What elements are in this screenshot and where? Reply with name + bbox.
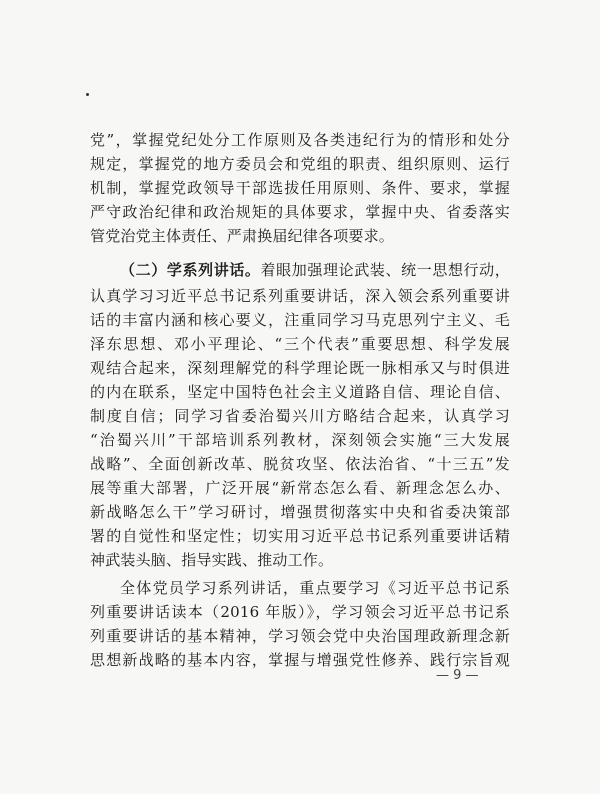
section-heading-line bbox=[120, 260, 510, 280]
text-line: 列重要讲话的基本精神，学习领会党中央治国理政新理念新 bbox=[90, 627, 510, 645]
text-line: 观结合起来，深刻理解党的科学理论既一脉相承又与时俱进 bbox=[90, 359, 510, 377]
section-heading: （二）学系列讲话。 bbox=[120, 261, 261, 279]
text-line: 规定，掌握党的地方委员会和党组的职责、组织原则、运行 bbox=[90, 155, 510, 173]
text-line: 全体党员学习系列讲话，重点要学习《习近平总书记系 bbox=[120, 579, 510, 597]
text-line: 列重要讲话读本（2016 年版）》，学习领会习近平总书记系 bbox=[90, 603, 510, 621]
text-line: “治蜀兴川”干部培训系列教材，深刻领会实施“三大发展 bbox=[90, 431, 510, 449]
text-line: 管党治党主体责任、严肃换届纪律各项要求。 bbox=[90, 227, 395, 245]
page-number: — 9 — bbox=[436, 668, 479, 683]
text-line: 严守政治纪律和政治规矩的具体要求，掌握中央、省委落实 bbox=[90, 203, 510, 221]
text-line: 泽东思想、邓小平理论、“三个代表”重要思想、科学发展 bbox=[90, 335, 510, 353]
text-line: 神武装头脑、指导实践、推动工作。 bbox=[90, 551, 334, 569]
text-line: 新战略怎么干”学习研讨，增强贯彻落实中央和省委决策部 bbox=[90, 503, 510, 521]
text-line: 制度自信；同学习省委治蜀兴川方略结合起来，认真学习 bbox=[90, 407, 510, 425]
heading-line-text: 着眼加强理论武装、统一思想行动， bbox=[260, 261, 510, 279]
text-line: 认真学习习近平总书记系列重要讲话，深入领会系列重要讲 bbox=[90, 287, 510, 305]
text-line: 的内在联系，坚定中国特色社会主义道路自信、理论自信、 bbox=[90, 383, 510, 401]
text-line: 党”，掌握党纪处分工作原则及各类违纪行为的情形和处分 bbox=[90, 131, 510, 149]
text-line: 话的丰富内涵和核心要义，注重同学习马克思列宁主义、毛 bbox=[90, 311, 510, 329]
text-line: 战略”、全面创新改革、脱贫攻坚、依法治省、“十三五”发 bbox=[90, 455, 510, 473]
text-line: 思想新战略的基本内容，掌握与增强党性修养、践行宗旨观 bbox=[90, 651, 510, 669]
text-line: 机制，掌握党政领导干部选拔任用原则、条件、要求，掌握 bbox=[90, 179, 510, 197]
text-line: 展等重大部署，广泛开展“新常态怎么看、新理念怎么办、 bbox=[90, 479, 510, 497]
text-line: 署的自觉性和坚定性；切实用习近平总书记系列重要讲话精 bbox=[90, 527, 510, 545]
scan-speck bbox=[86, 93, 89, 96]
